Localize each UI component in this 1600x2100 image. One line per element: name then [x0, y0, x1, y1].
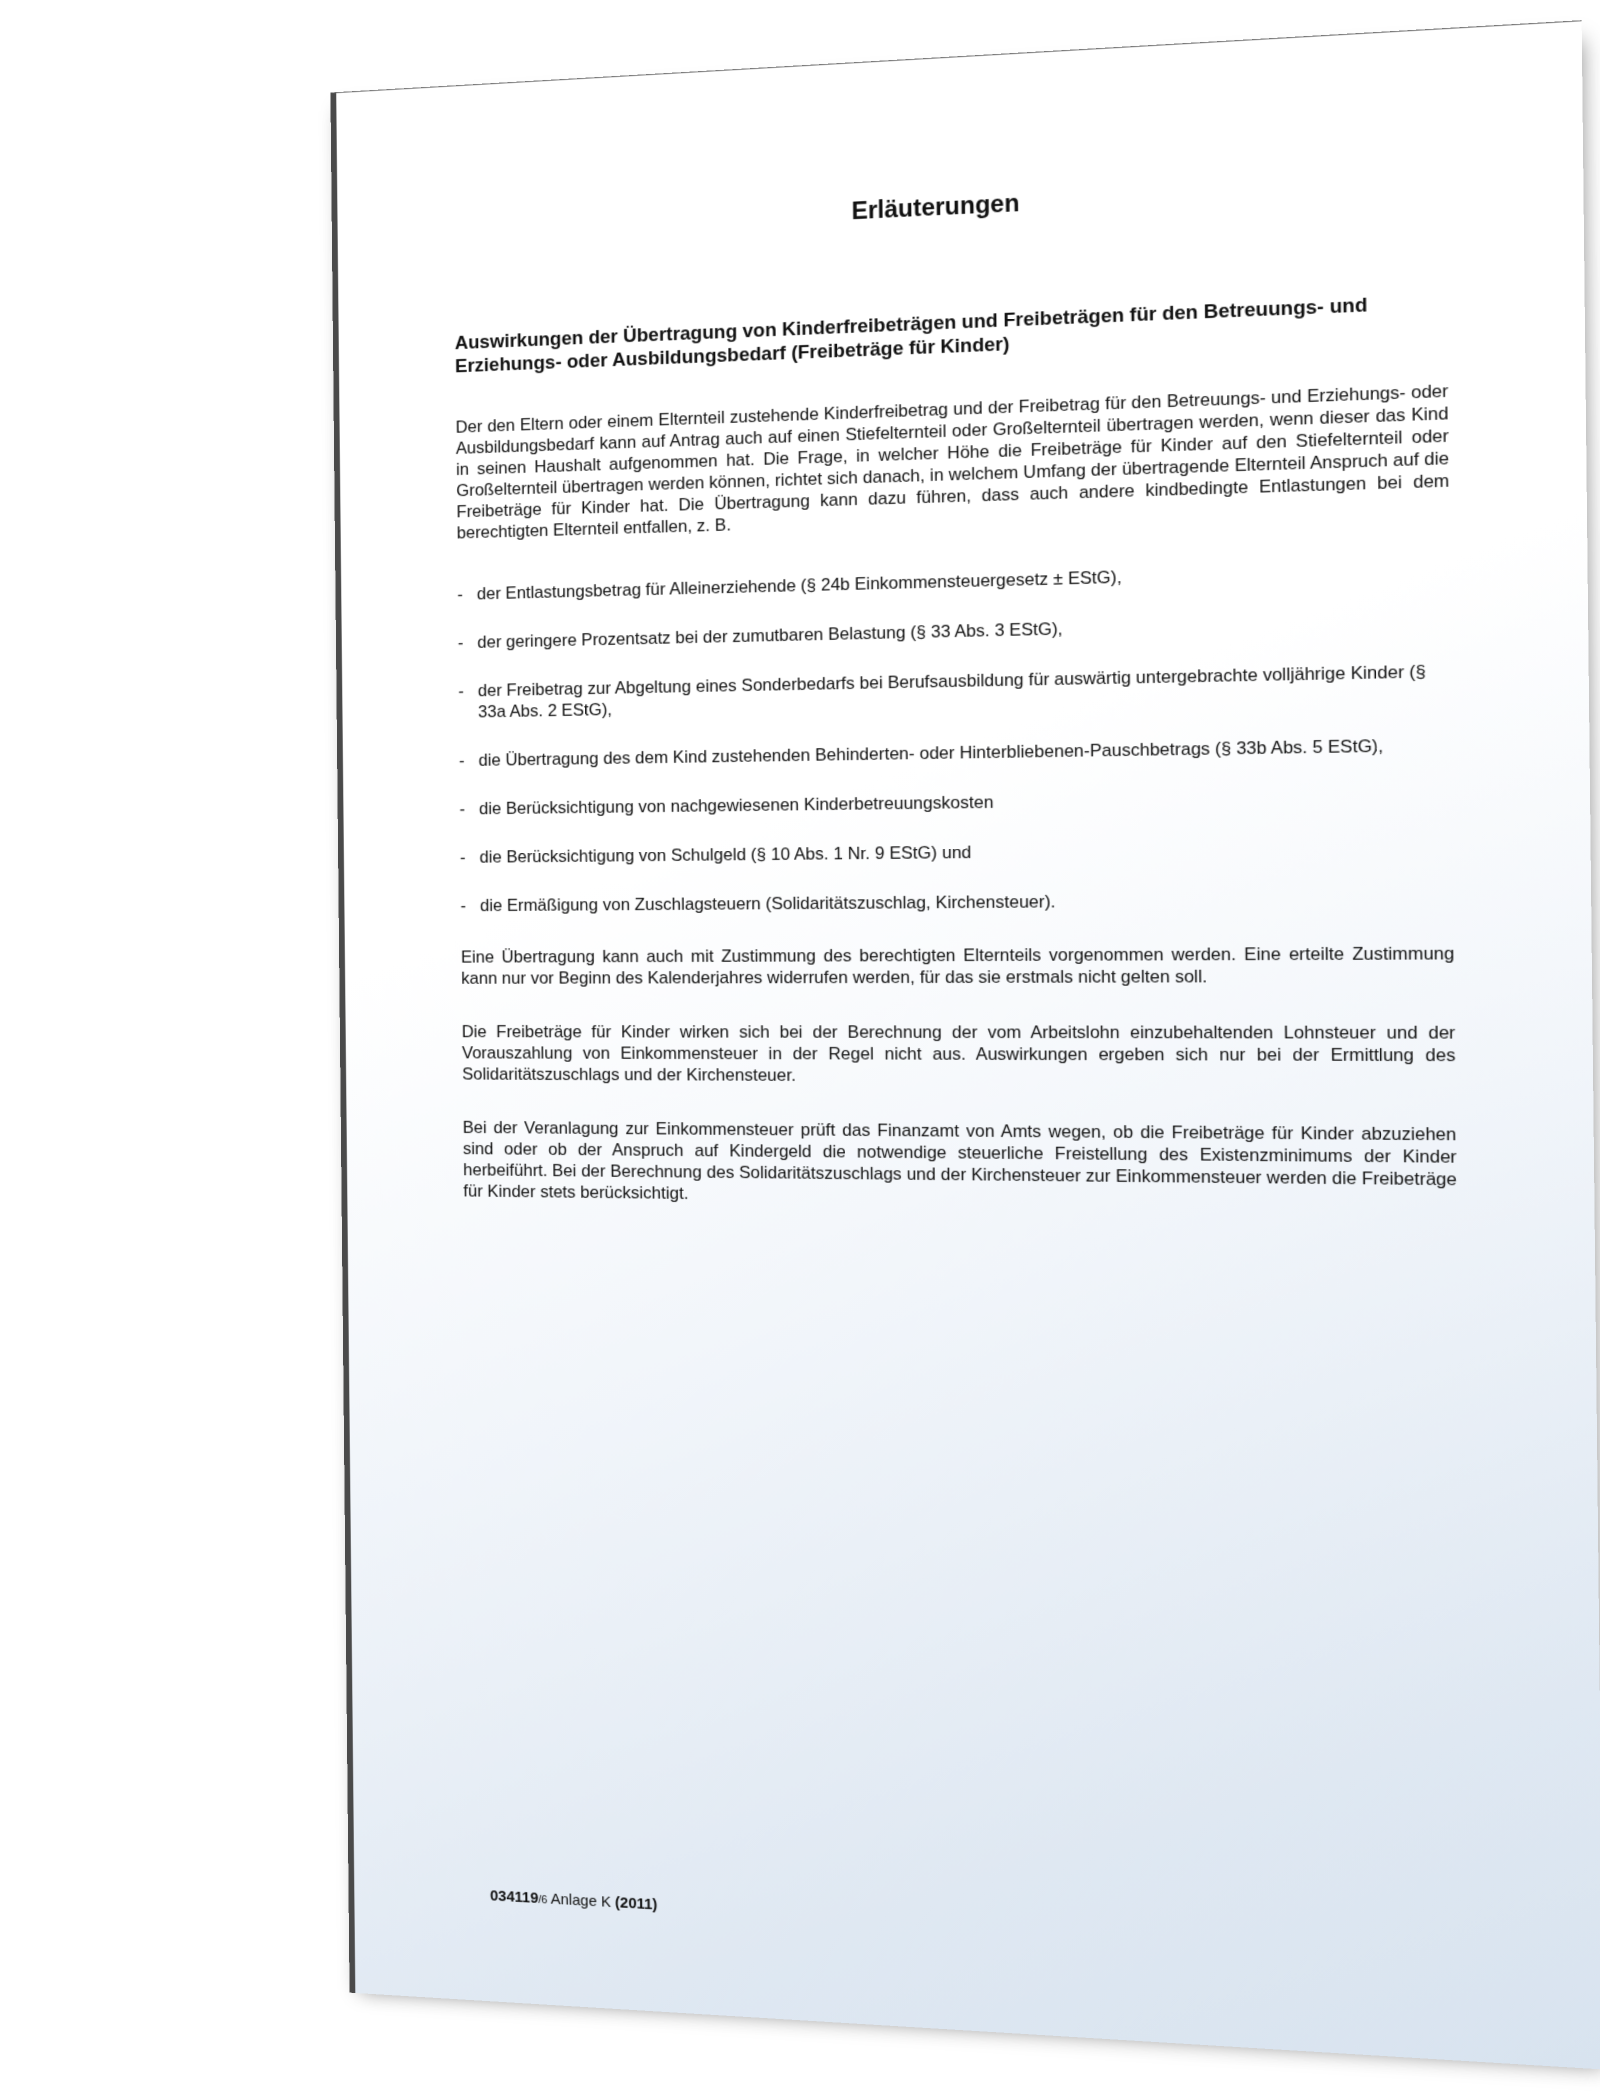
form-number: 034119	[489, 1887, 539, 1908]
list-item-text: der Entlastungsbetrag für Alleinerziehende (§ 24b Einkommensteuergesetz ± EStG),	[476, 567, 1122, 604]
list-item-text: der geringere Prozentsatz bei der zumutbaren Belastung (§ 33 Abs. 3 EStG),	[477, 618, 1063, 652]
bullet-dash: -	[458, 750, 465, 771]
document-title: Erläuterungen	[851, 189, 1020, 226]
section-heading: Auswirkungen der Übertragung von Kinderfreibeträgen und Freibeträgen für den Betreuungs- und Erziehungs- oder Ausbildungsbedarf (Freibeträge für Kinder)	[454, 294, 1368, 378]
bullet-dash: -	[460, 896, 467, 916]
paragraph-zustimmung: Eine Übertragung kann auch mit Zustimmung des berechtigten Elternteils vorgenommen werden. Eine erteilte Zustimmung kann nur vor Beginn des Kalenderjahres widerrufen werden, für das sie erstmals nicht gelten soll.	[460, 943, 1455, 988]
list-item	[458, 660, 1452, 723]
list-item	[457, 557, 1450, 605]
list-item	[459, 734, 1452, 771]
form-label: Anlage K	[550, 1890, 612, 1912]
bullet-dash: -	[459, 847, 466, 867]
list-item-text: die Ermäßigung von Zuschlagsteuern (Solidaritätszuschlag, Kirchensteuer).	[479, 891, 1056, 916]
form-year: (2011)	[614, 1893, 658, 1914]
list-item	[460, 888, 1454, 917]
intro-paragraph: Der den Eltern oder einem Elternteil zustehende Kinderfreibetrag und der Freibetrag für den Betreuungs- und Erziehungs- oder Ausbildungsbedarf kann auf Antrag auch auf einen Stiefelternteil oder Großelternteil übertragen werden, wenn dieser das Kind in seinen Haushalt aufgenommen hat. Die Frage, in welcher Höhe die Freibeträge für Kinder auf den Stiefelternteil oder Großelternteil übertragen werden können, richtet sich danach, in welchem Umfang der übertragende Elternteil Anspruch auf die Freibeträge für Kinder hat. Die Übertragung kann dazu führen, dass auch andere kindbedingte Entlastungen bei dem berechtigten Elternteil entfallen, z. B.	[455, 380, 1450, 543]
paragraph-veranlagung: Bei der Veranlagung zur Einkommensteuer prüft das Finanzamt von Amts wegen, ob die Freibeträge für Kinder abzuziehen sind oder ob der Anspruch auf Kindergeld die notwendige steuerliche Freistellung des Existenzminimums der Kinder herbeiführt. Bei der Berechnung des Solidaritätszuschlags und der Kirchensteuer zur Einkommensteuer werden die Freibeträge für Kinder stets berücksichtigt.	[462, 1117, 1457, 1204]
page-content	[454, 168, 1458, 1247]
bullet-dash: -	[459, 799, 466, 819]
bullet-dash: -	[457, 584, 463, 604]
list-item-text: die Berücksichtigung von nachgewiesenen Kinderbetreuungskosten	[478, 792, 994, 819]
page-footer	[490, 1887, 658, 1913]
list-item	[460, 836, 1454, 867]
bullet-dash: -	[457, 633, 464, 653]
list-item	[458, 609, 1451, 654]
list-item	[459, 785, 1452, 819]
list-item-text: der Freibetrag zur Abgeltung eines Sonderbedarfs bei Berufsausbildung für auswärtig untergebrachte volljährige Kinder (§ 33a Abs. 2 EStG),	[477, 661, 1426, 722]
entlastungen-list	[457, 557, 1454, 916]
list-item-text: die Berücksichtigung von Schulgeld (§ 10 Abs. 1 Nr. 9 EStG) und	[479, 842, 972, 867]
bullet-dash: -	[458, 681, 464, 701]
document-page	[330, 20, 1600, 2069]
list-item-text: die Übertragung des dem Kind zustehenden Behinderten- oder Hinterbliebenen-Pauschbetrags (§ 33b Abs. 5 EStG),	[478, 735, 1384, 770]
paragraph-lohnsteuer: Die Freibeträge für Kinder wirken sich bei der Berechnung der vom Arbeitslohn einzubehaltenden Lohnsteuer und der Vorauszahlung von Einkommensteuer in der Regel nicht aus. Auswirkungen ergeben sich nur bei der Ermittlung des Solidaritätszuschlags und der Kirchensteuer.	[461, 1022, 1456, 1085]
form-number-suffix: /6	[538, 1893, 548, 1907]
